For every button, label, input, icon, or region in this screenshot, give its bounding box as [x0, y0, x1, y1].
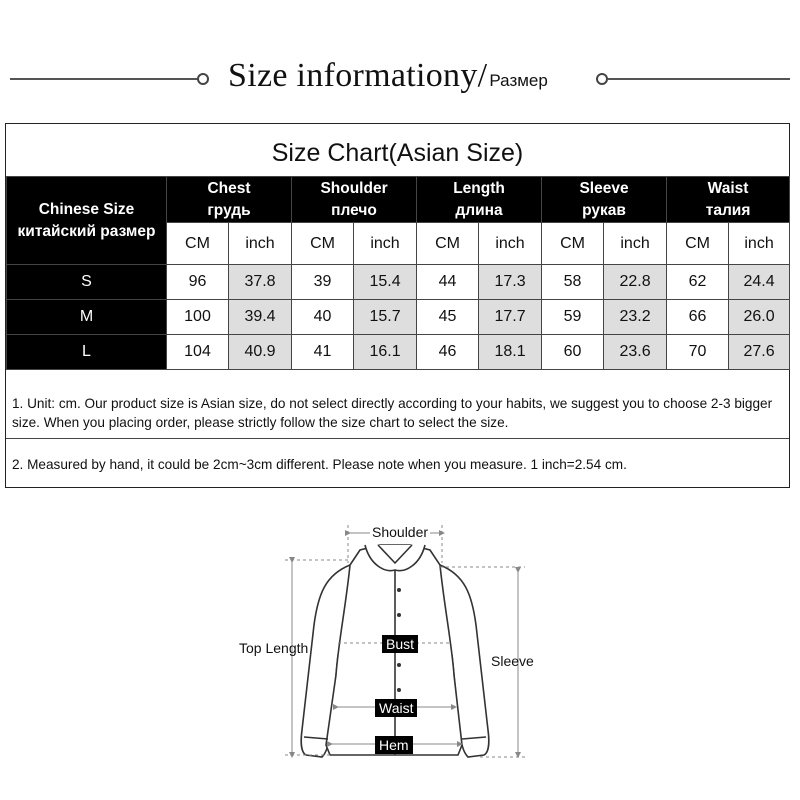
table-cell: 15.4	[354, 265, 417, 300]
header-divider-right	[608, 78, 790, 80]
table-cell: 26.0	[729, 300, 790, 335]
size-label: L	[7, 335, 167, 370]
unit-cm: CM	[292, 223, 354, 265]
label-sleeve: Sleeve	[491, 653, 534, 669]
table-cell: 22.8	[604, 265, 667, 300]
table-cell: 66	[667, 300, 729, 335]
label-waist: Waist	[375, 699, 417, 717]
header-waist: Waist талия	[667, 177, 790, 223]
label-shoulder: Shoulder	[372, 524, 429, 540]
table-cell: 17.3	[479, 265, 542, 300]
unit-inch: inch	[479, 223, 542, 265]
unit-cm: CM	[667, 223, 729, 265]
table-cell: 15.7	[354, 300, 417, 335]
table-cell: 59	[542, 300, 604, 335]
unit-cm: CM	[542, 223, 604, 265]
table-cell: 37.8	[229, 265, 292, 300]
table-cell: 41	[292, 335, 354, 370]
unit-inch: inch	[604, 223, 667, 265]
size-chart	[5, 123, 790, 488]
size-chart-title: Size Chart(Asian Size)	[271, 139, 524, 167]
table-cell: 27.6	[729, 335, 790, 370]
header-chest: Chest грудь	[167, 177, 292, 223]
section-header	[0, 56, 800, 102]
table-cell: 18.1	[479, 335, 542, 370]
header-title-sub: Размер	[489, 71, 548, 90]
table-cell: 39.4	[229, 300, 292, 335]
header-divider-left	[10, 78, 198, 80]
table-cell: 58	[542, 265, 604, 300]
table-row	[7, 335, 790, 370]
label-top-length: Top Length	[239, 640, 309, 656]
note-unit: 1. Unit: cm. Our product size is Asian size, do not select directly according to your habits, we suggest you to choose 2-3 bigger size. When you placing order, please strictly follow the size chart to select the size.	[6, 386, 789, 439]
header-title-main: Size informationy/	[228, 57, 488, 94]
table-cell: 39	[292, 265, 354, 300]
size-table	[6, 176, 790, 370]
header-shoulder: Shoulder плечо	[292, 177, 417, 223]
table-cell: 62	[667, 265, 729, 300]
table-cell: 45	[417, 300, 479, 335]
size-label: M	[7, 300, 167, 335]
table-cell: 104	[167, 335, 229, 370]
table-cell: 40	[292, 300, 354, 335]
unit-cm: CM	[167, 223, 229, 265]
unit-inch: inch	[229, 223, 292, 265]
table-cell: 96	[167, 265, 229, 300]
table-cell: 24.4	[729, 265, 790, 300]
corner-header-line1: Chinese Size	[38, 200, 135, 218]
table-cell: 23.6	[604, 335, 667, 370]
unit-inch: inch	[729, 223, 790, 265]
header-ring-right	[596, 73, 608, 85]
label-bust: Bust	[382, 635, 418, 653]
table-cell: 23.2	[604, 300, 667, 335]
table-cell: 44	[417, 265, 479, 300]
unit-cm: CM	[417, 223, 479, 265]
note-measure: 2. Measured by hand, it could be 2cm~3cm different. Please note when you measure. 1 inch=2.54 cm.	[12, 457, 627, 472]
header-ring-left	[197, 73, 209, 85]
garment-diagram	[230, 515, 560, 800]
table-cell: 16.1	[354, 335, 417, 370]
table-row	[7, 300, 790, 335]
corner-header-line2: китайский размер	[17, 222, 156, 240]
size-label: S	[7, 265, 167, 300]
table-row	[7, 265, 790, 300]
table-cell: 70	[667, 335, 729, 370]
table-cell: 60	[542, 335, 604, 370]
table-cell: 17.7	[479, 300, 542, 335]
corner-header	[7, 177, 167, 265]
header-sleeve: Sleeve рукав	[542, 177, 667, 223]
unit-inch: inch	[354, 223, 417, 265]
table-cell: 46	[417, 335, 479, 370]
header-title	[228, 56, 598, 102]
table-cell: 100	[167, 300, 229, 335]
label-hem: Hem	[375, 736, 413, 754]
table-cell: 40.9	[229, 335, 292, 370]
header-length: Length длина	[417, 177, 542, 223]
